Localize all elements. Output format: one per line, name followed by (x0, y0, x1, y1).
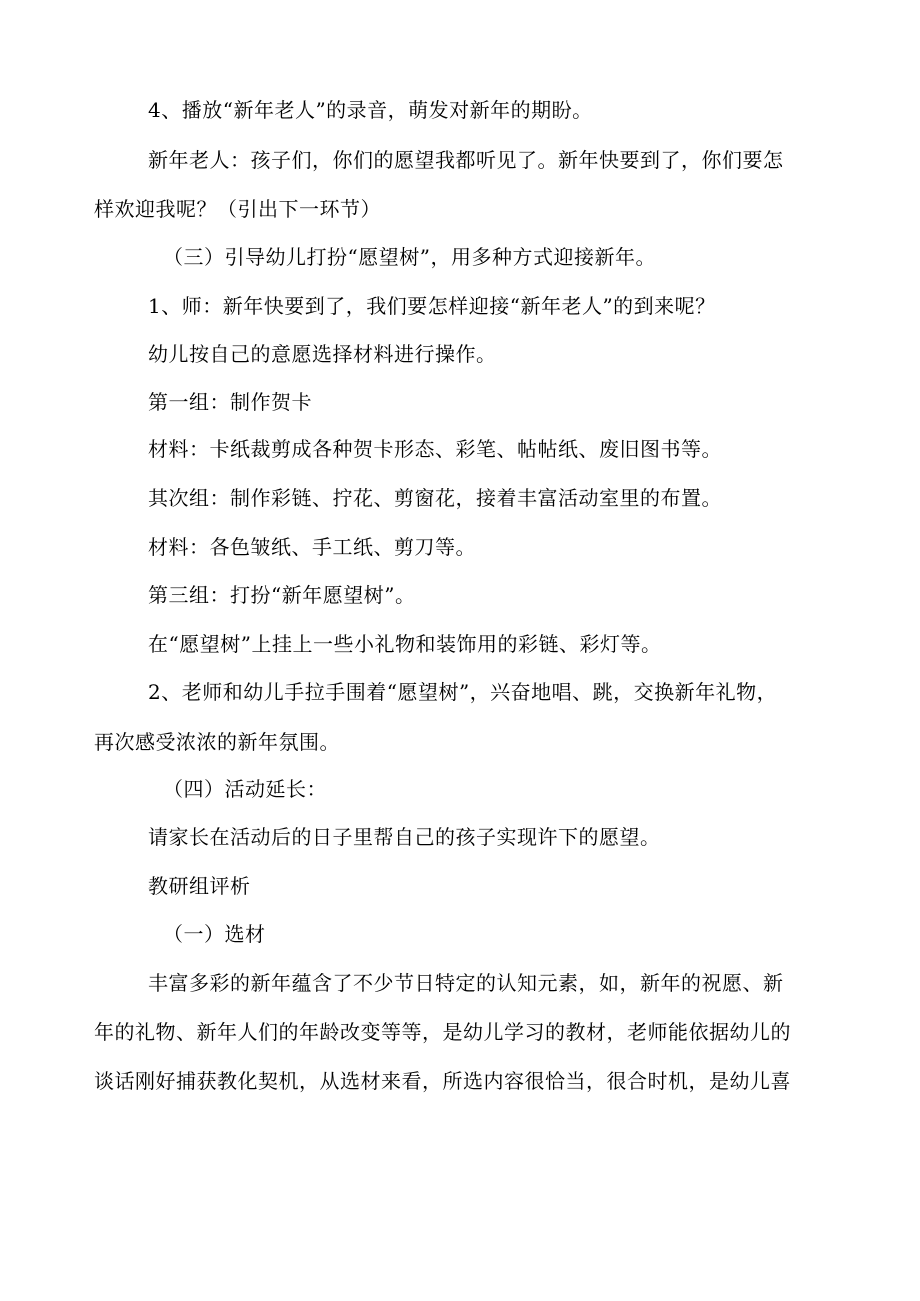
paragraph-children-choose: 幼儿按自己的意愿选择材料进行操作。 (148, 342, 497, 366)
paragraph-wish-tree: 在“愿望树”上挂上一些小礼物和装饰用的彩链、彩灯等。 (148, 632, 662, 656)
paragraph-step-4: 4、播放“新年老人”的录音，萌发对新年的期盼。 (148, 98, 593, 122)
paragraph-new-year-elder-speech-cont: 样欢迎我呢？（引出下一环节） (94, 197, 381, 221)
paragraph-selection-cont-2: 谈话刚好捕获教化契机，从选材来看，所选内容很恰当，很合时机，是幼儿喜 (94, 1069, 791, 1093)
paragraph-materials-2: 材料：各色皱纸、手工纸、剪刀等。 (148, 535, 476, 559)
section-heading-material-selection: （一）选材 (163, 922, 266, 946)
paragraph-new-year-elder-speech: 新年老人：孩子们，你们的愿望我都听见了。新年快要到了，你们要怎 (148, 148, 784, 172)
paragraph-step-1: 1、师：新年快要到了，我们要怎样迎接“新年老人”的到来呢？ (148, 294, 716, 318)
section-heading-review: 教研组评析 (148, 874, 251, 898)
paragraph-step-2-cont: 再次感受浓浓的新年氛围。 (94, 730, 340, 754)
paragraph-parents: 请家长在活动后的日子里帮自己的孩子实现许下的愿望。 (148, 825, 661, 849)
paragraph-materials-1: 材料：卡纸裁剪成各种贺卡形态、彩笔、帖帖纸、废旧图书等。 (148, 437, 722, 461)
paragraph-group-3: 第三组：打扮“新年愿望树”。 (148, 583, 416, 607)
paragraph-group-2: 其次组：制作彩链、拧花、剪窗花，接着丰富活动室里的布置。 (148, 486, 722, 510)
paragraph-step-2: 2、老师和幼儿手拉手围着“愿望树”，兴奋地唱、跳，交换新年礼物， (148, 680, 778, 704)
paragraph-selection-cont-1: 年的礼物、新年人们的年龄改变等等，是幼儿学习的教材，老师能依据幼儿的 (94, 1020, 791, 1044)
paragraph-selection: 丰富多彩的新年蕴含了不少节日特定的认知元素，如，新年的祝愿、新 (148, 971, 784, 995)
section-heading-3: （三）引导幼儿打扮“愿望树”，用多种方式迎接新年。 (163, 245, 656, 269)
paragraph-group-1: 第一组：制作贺卡 (148, 390, 312, 414)
section-heading-4: （四）活动延长： (163, 777, 327, 801)
